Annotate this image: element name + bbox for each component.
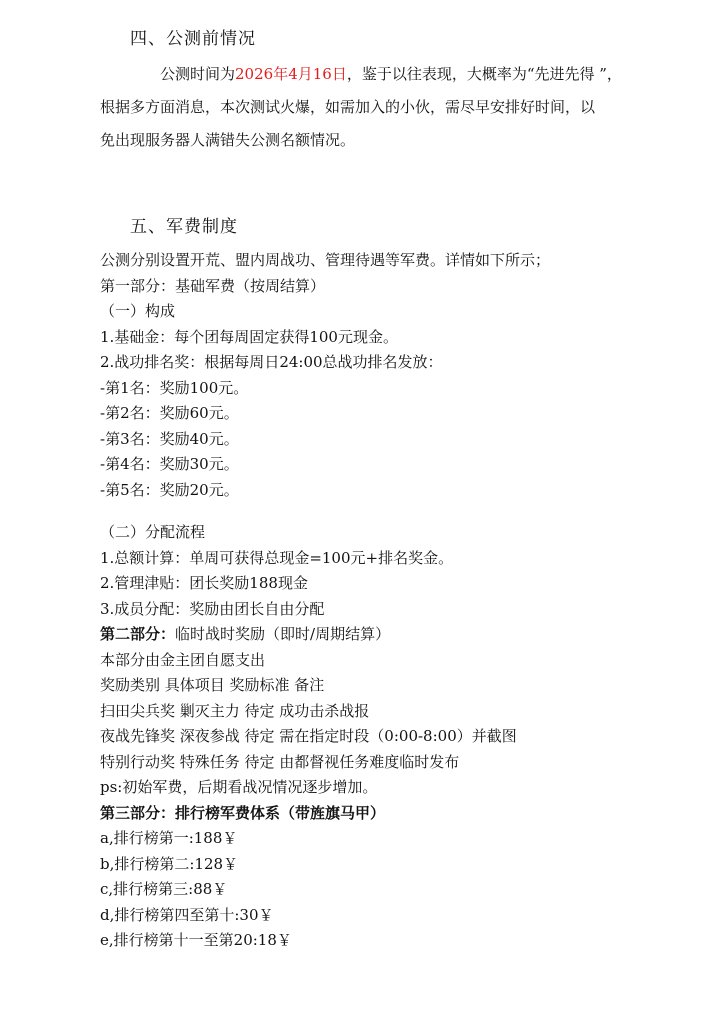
part1-title: 第一部分：基础军费（按周结算）	[100, 276, 326, 295]
list-item: c,排行榜第三:88￥	[100, 880, 228, 898]
section4-line-2: 根据多方面消息，本次测试火爆，如需加入的小伙，需尽早安排好时间，以	[100, 98, 596, 116]
section4-line-3: 免出现服务器人满错失公测名额情况。	[100, 131, 356, 149]
section5-intro: 公测分别设置开荒、盟内周战功、管理待遇等军费。详情如下所示；	[100, 251, 551, 269]
section4-date: 2026年4月16日	[235, 65, 347, 83]
list-item: 扫田尖兵奖 剿灭主力 待定 成功击杀战报	[100, 701, 370, 720]
list-item: e,排行榜第十一至第20:18￥	[100, 931, 292, 949]
part2-title-bold: 第二部分：	[100, 625, 176, 643]
list-item: b,排行榜第二:128￥	[100, 854, 239, 873]
list-item: 本部分由金主团自愿支出	[100, 650, 266, 669]
spacer	[100, 503, 690, 520]
list-item: -第3名：奖励40元。	[100, 429, 239, 448]
section5-heading: 五、军费制度	[130, 217, 238, 237]
section4-line1-rest: ，鉴于以往表现，大概率为“先进先得 ”，	[346, 65, 622, 83]
section4-paragraph	[100, 58, 690, 157]
part3-title: 第三部分：排行榜军费体系（带旌旗马甲）	[100, 803, 386, 822]
list-item: 1.基础金：每个团每周固定获得100元现金。	[100, 327, 398, 346]
list-item: -第5名：奖励20元。	[100, 480, 239, 499]
list-item: 3.成员分配：奖励由团长自由分配	[100, 599, 325, 618]
list-item: 1.总额计算：单周可获得总现金=100元+排名奖金。	[100, 548, 454, 567]
sub1-title: （一）构成	[100, 302, 176, 320]
list-item: -第2名：奖励60元。	[100, 404, 239, 422]
list-item: 特别行动奖 特殊任务 待定 由都督视任务难度临时发布	[100, 752, 460, 771]
section4-heading: 四、公测前情况	[130, 29, 256, 49]
list-item: 夜战先锋奖 深夜参战 待定 需在指定时段（0:00-8:00）并截图	[100, 727, 517, 745]
list-item: -第1名：奖励100元。	[100, 378, 249, 397]
list-item: 2.管理津贴：团长奖励188现金	[100, 574, 308, 592]
section4-line-1	[100, 58, 690, 91]
sub2-title: （二）分配流程	[100, 523, 206, 541]
part2-title	[100, 622, 690, 648]
part2-title-rest: 临时战时奖励（即时/周期结算）	[175, 625, 391, 643]
list-item: -第4名：奖励30元。	[100, 455, 239, 473]
list-item: a,排行榜第一:188￥	[100, 829, 238, 847]
list-item: 2.战功排名奖：根据每周日24:00总战功排名发放：	[100, 353, 443, 371]
list-item: ps:初始军费，后期看战况情况逐步增加。	[100, 778, 378, 796]
section5-body	[100, 248, 690, 954]
section4-prefix: 公测时间为	[160, 65, 236, 83]
list-item: d,排行榜第四至第十:30￥	[100, 905, 274, 924]
list-item: 奖励类别 具体项目 奖励标准 备注	[100, 676, 325, 694]
